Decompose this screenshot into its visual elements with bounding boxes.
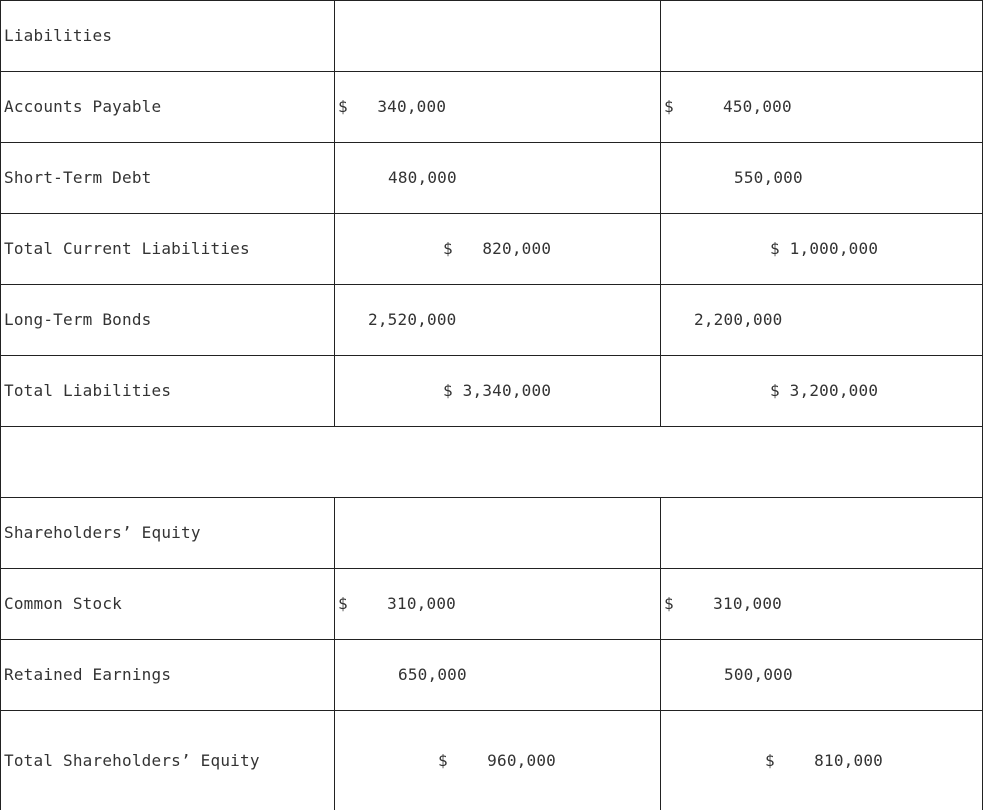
row-label: Short-Term Debt [4,168,152,187]
table-cell [660,355,983,426]
table-cell [0,0,335,71]
table-row [0,142,983,213]
value-col2: $ 450,000 [664,97,792,116]
table-cell [334,355,661,426]
table-cell [0,568,335,639]
table-cell [334,142,661,213]
table-cell [660,639,983,710]
row-label: Long-Term Bonds [4,310,152,329]
table-row [0,568,983,639]
table-cell [334,0,661,71]
row-label: Accounts Payable [4,97,162,116]
table-cell [660,497,983,568]
table-cell [660,710,983,810]
table-cell [0,639,335,710]
value-col2: $ 810,000 [765,750,883,770]
value-col2: $ 3,200,000 [770,381,879,400]
value-col1: $ 3,340,000 [443,381,552,400]
row-label: Retained Earnings [4,665,172,684]
table-cell [0,213,335,284]
table-row [0,639,983,710]
table-cell [660,142,983,213]
value-col2: 500,000 [724,665,793,684]
table-cell [334,213,661,284]
row-label: Total Current Liabilities [4,239,250,258]
table-cell [334,568,661,639]
table-row [0,0,983,71]
table-row [0,71,983,142]
table-cell [660,213,983,284]
table-cell [660,568,983,639]
value-col2: 2,200,000 [694,310,783,329]
row-label: Total Liabilities [4,381,172,400]
table-cell [0,355,335,426]
row-label: Common Stock [4,594,122,613]
value-col2: 550,000 [734,168,803,187]
table-row [0,213,983,284]
table-row [0,497,983,568]
table-row [0,284,983,355]
value-col1: 480,000 [388,168,457,187]
table-cell [0,142,335,213]
value-col1: 650,000 [398,665,467,684]
table-cell [0,497,335,568]
table-cell [660,71,983,142]
value-col1: 2,520,000 [368,310,457,329]
table-cell [334,497,661,568]
table-cell [334,710,661,810]
value-col2: $ 310,000 [664,594,782,613]
table-row-spacer [0,426,983,497]
table-cell [334,284,661,355]
row-label: Total Shareholders’ Equity [4,750,260,770]
table-cell [334,639,661,710]
value-col1: $ 820,000 [443,239,552,258]
table-cell [0,284,335,355]
section-heading-liabilities: Liabilities [4,26,113,45]
table-cell [0,71,335,142]
table-row [0,355,983,426]
table-cell [0,710,335,810]
table-row [0,710,983,810]
table-cell [660,0,983,71]
table-cell [334,71,661,142]
value-col1: $ 340,000 [338,97,447,116]
table-cell-merged [0,426,983,497]
table-cell [660,284,983,355]
section-heading-equity: Shareholders’ Equity [4,523,201,542]
value-col1: $ 310,000 [338,594,456,613]
value-col2: $ 1,000,000 [770,239,879,258]
value-col1: $ 960,000 [438,750,556,770]
